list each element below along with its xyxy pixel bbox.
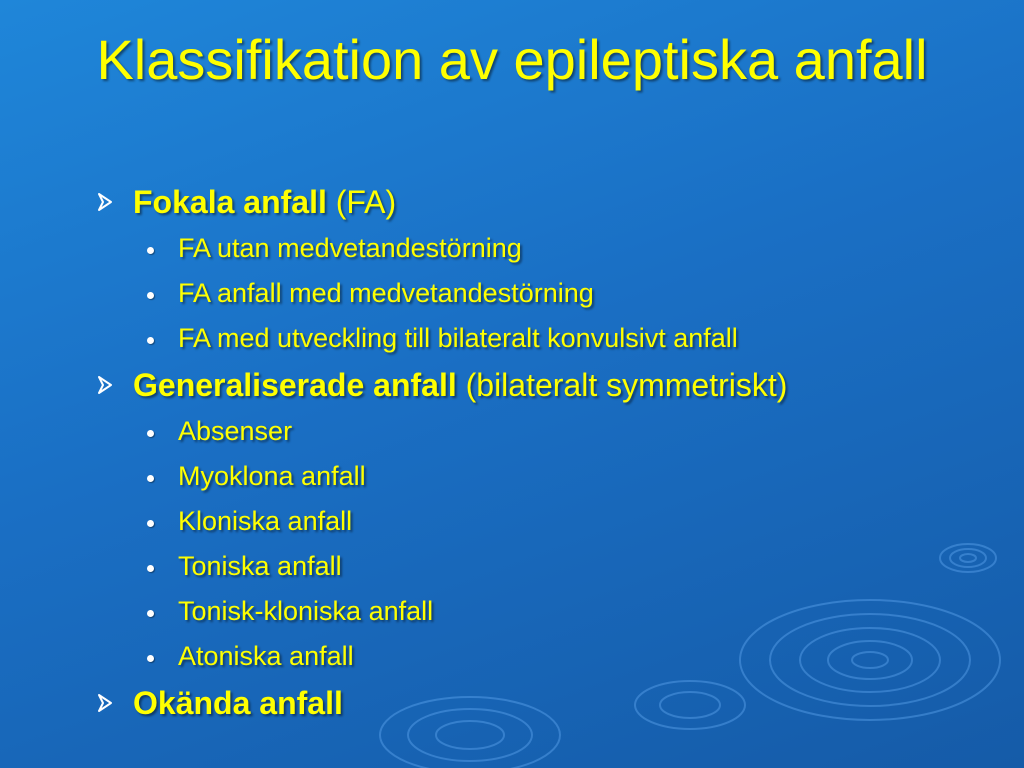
list-item-text: FA med utveckling till bilateralt konvulsivt anfall [178,323,738,353]
arrow-bullet-icon [96,192,116,212]
slide-title: Klassifikation av epileptiska anfall [96,28,928,91]
list-item-text: FA anfall med medvetandestörning [178,278,594,308]
dot-bullet-icon [147,292,154,299]
section-heading-bold: Generaliserade anfall [133,367,457,403]
arrow-bullet-icon [96,375,116,395]
list-item [0,589,1024,634]
section-heading-fokala [0,178,1024,226]
list-item [0,271,1024,316]
section-heading-bold: Okända anfall [133,685,343,721]
list-item [0,634,1024,679]
section-heading-rest: (FA) [326,184,397,220]
dot-bullet-icon [147,520,154,527]
list-item [0,316,1024,361]
dot-bullet-icon [147,475,154,482]
list-item-text: Tonisk-kloniska anfall [178,596,434,626]
arrow-bullet-icon [96,693,116,713]
list-item [0,226,1024,271]
section-heading-rest: (bilateralt symmetriskt) [456,367,788,403]
list-item-text: Myoklona anfall [178,461,366,491]
list-item-text: Atoniska anfall [178,641,354,671]
list-item-text: Absenser [178,416,293,446]
list-item-text: Kloniska anfall [178,506,353,536]
section-heading-generaliserade [0,361,1024,409]
list-item [0,544,1024,589]
dot-bullet-icon [147,247,154,254]
dot-bullet-icon [147,655,154,662]
list-item [0,499,1024,544]
section-heading-okanda [0,679,1024,727]
dot-bullet-icon [147,565,154,572]
list-item [0,409,1024,454]
list-item [0,454,1024,499]
dot-bullet-icon [147,337,154,344]
list-item-text: Toniska anfall [178,551,342,581]
bullet-list [0,178,1024,727]
list-item-text: FA utan medvetandestörning [178,233,522,263]
dot-bullet-icon [147,610,154,617]
section-heading-bold: Fokala anfall [133,184,327,220]
dot-bullet-icon [147,430,154,437]
